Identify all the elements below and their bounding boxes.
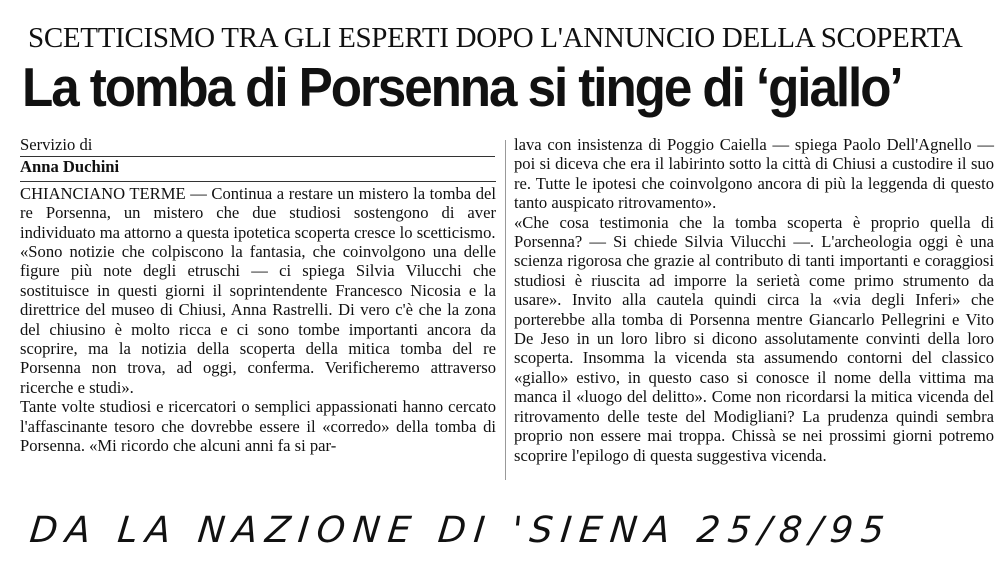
- byline-label: Servizio di: [20, 135, 93, 154]
- article-column-2: [514, 135, 994, 465]
- article-paragraph: CHIANCIANO TERME — Continua a restare un mistero la tomba del re Porsenna, un mistero che due studiosi sostengono di aver individuato ma attorno a questa ipotetica scoperta cresce lo scetticismo.: [20, 183, 496, 242]
- article-paragraph: «Che cosa testimonia che la tomba scoperta è proprio quella di Porsenna? — Si chiede Silvia Vilucchi —. L'archeologia oggi è una scienza rigorosa che grazie al contributo di tanti importanti e coraggiosi studiosi è riuscita ad imporre la serietà come primo strumento da usare». Invito alla cautela quindi circa la «via degli Inferi» che porterebbe alla tomba di Porsenna mentre Giancarlo Pellegrini e Vito De Jeso in un loro libro si dicono assolutamente convinti della loro scoperta. Insomma la vicenda sta assumendo contorni del classico «giallo» estivo, in questo caso si conosce il nome della vittima ma manca il «luogo del delitto». Come non ricordarsi la mitica vicenda del ritrovamento delle teste del Modigliani? La prudenza quindi sembra proprio non essere mai troppa. Chissà se nei prossimi giorni potremo scoprire l'epilogo di questa suggestiva vicenda.: [514, 212, 994, 465]
- article-kicker: SCETTICISMO TRA GLI ESPERTI DOPO L'ANNUNCIO DELLA SCOPERTA: [28, 22, 963, 54]
- article-paragraph: Tante volte studiosi e ricercatori o semplici appassionati hanno cercato l'affascinante tesoro che dovrebbe essere il «corredo» della tomba di Porsenna. «Mi ricordo che alcuni anni fa si par-: [20, 397, 496, 456]
- article-headline: La tomba di Porsenna si tinge di ‘giallo’: [22, 56, 902, 118]
- handwritten-source-note: DA LA NAZIONE DI 'SIENA 25/8/95: [27, 510, 895, 551]
- column-divider: [505, 140, 506, 480]
- byline-divider: [20, 181, 496, 182]
- article-paragraph: «Sono notizie che colpiscono la fantasia, che coinvolgono una delle figure più note degli etruschi — ci spiega Silvia Vilucchi che sostituisce in questi giorni il soprintendente Francesco Nicosia e la direttrice del museo di Chiusi, Anna Rastrelli. Di vero c'è che la zona del chiusino è molto ricca e ci sono tombe importanti ancora da scoprire, ma la notizia della scoperta della mitica tomba del re Porsenna non trova, ad oggi, conferma. Verificheremo attraverso ricerche e studi».: [20, 242, 496, 397]
- article-column-1: [20, 135, 496, 456]
- article-paragraph: lava con insistenza di Poggio Caiella — spiega Paolo Dell'Agnello — poi si diceva che era il labirinto sotto la città di Chiusi a custodire il suo re. Tutte le ipotesi che coinvolgono ancora di più la leggenda di questo tanto auspicato ritrovamento».: [514, 135, 994, 213]
- byline-author: Anna Duchini: [20, 156, 495, 176]
